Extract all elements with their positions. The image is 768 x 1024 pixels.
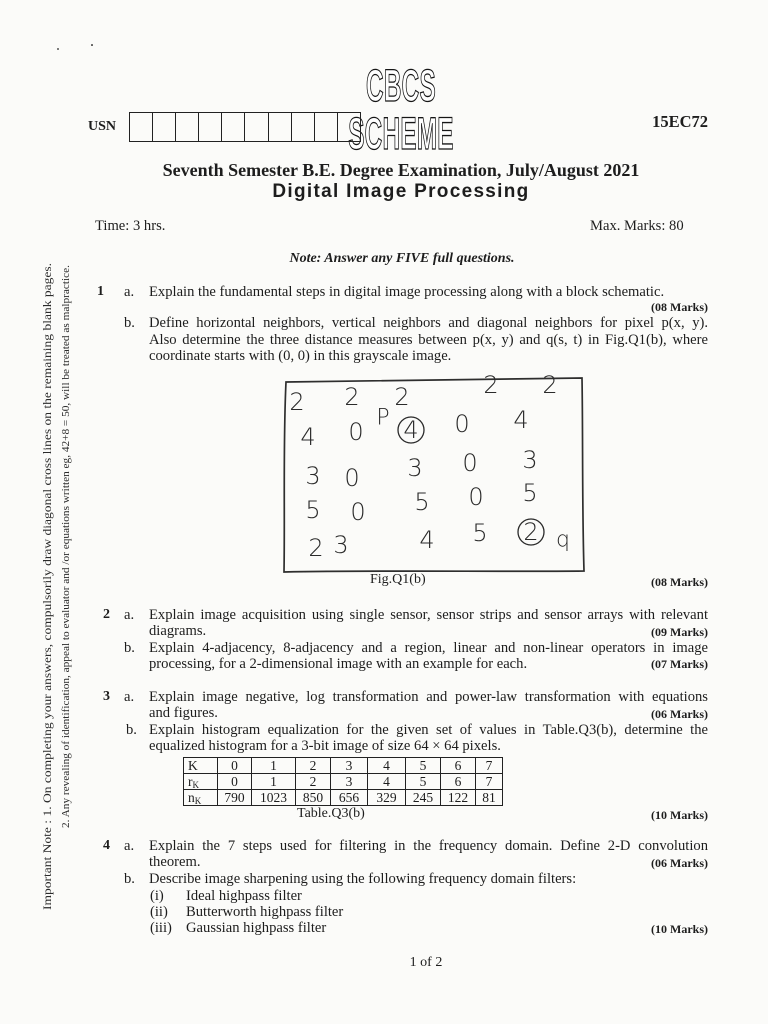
marks-label: (06 Marks) bbox=[651, 707, 708, 721]
figure-pixel-value: 5 bbox=[305, 496, 321, 524]
pixel-q-label: q bbox=[556, 527, 570, 553]
usn-label: USN bbox=[88, 119, 117, 134]
table-cell: 790 bbox=[218, 790, 252, 806]
sub-item-text: Ideal highpass filter bbox=[186, 888, 302, 904]
question-text: Also determine the three distance measures between p(x, y) and q(s, t) in Fig.Q1(b), where bbox=[149, 332, 708, 348]
figure-pixel-value: 0 bbox=[348, 418, 364, 446]
figure-pixel-value: 2 bbox=[483, 374, 499, 399]
table-cell: 329 bbox=[368, 790, 406, 806]
part-label: b. bbox=[124, 640, 135, 656]
marks-label: (10 Marks) bbox=[651, 808, 708, 822]
usn-box bbox=[338, 113, 360, 141]
table-caption: Table.Q3(b) bbox=[297, 806, 365, 821]
question-text: Describe image sharpening using the following frequency domain filters: bbox=[149, 871, 577, 887]
question-text: theorem. bbox=[149, 854, 201, 870]
figure-pixel-value: 3 bbox=[333, 531, 349, 559]
part-label: a. bbox=[124, 689, 135, 705]
question-text: Explain image negative, log transformation and power-law transformation with equations bbox=[149, 689, 708, 705]
part-label: a. bbox=[124, 284, 135, 300]
table-q3b-histogram bbox=[183, 757, 503, 806]
table-row bbox=[184, 758, 503, 774]
figure-pixel-value: 0 bbox=[462, 449, 478, 477]
row-label-subscript: K bbox=[192, 780, 199, 790]
question-text: diagrams. bbox=[149, 623, 207, 639]
usn-box bbox=[176, 113, 199, 141]
table-cell: 1 bbox=[252, 758, 296, 774]
table-cell: 0 bbox=[218, 774, 252, 790]
row-label: r bbox=[188, 774, 193, 789]
table-cell: 81 bbox=[476, 790, 503, 806]
question-text: and figures. bbox=[149, 705, 218, 721]
table-cell: 5 bbox=[406, 774, 441, 790]
question-number: 1 bbox=[97, 284, 104, 299]
part-label: b. bbox=[126, 722, 137, 738]
figure-caption: Fig.Q1(b) bbox=[370, 572, 426, 587]
figure-pixel-value: 2 bbox=[308, 534, 324, 562]
margin-important-note bbox=[34, 255, 78, 917]
exam-duration: Time: 3 hrs. bbox=[95, 218, 166, 234]
usn-box bbox=[292, 113, 315, 141]
table-cell: 5 bbox=[406, 758, 441, 774]
usn-box bbox=[153, 113, 176, 141]
table-row bbox=[184, 790, 503, 806]
part-label: b. bbox=[124, 871, 135, 887]
row-label-cell bbox=[184, 774, 218, 790]
scan-speck bbox=[91, 44, 93, 46]
table-cell: 2 bbox=[296, 774, 331, 790]
instructions-note: Note: Answer any FIVE full questions. bbox=[289, 251, 515, 266]
figure-pixel-value: 0 bbox=[468, 483, 484, 511]
figure-pixel-value: 4 bbox=[513, 406, 529, 434]
marks-label: (07 Marks) bbox=[651, 657, 708, 671]
figure-pixel-value: 5 bbox=[414, 488, 430, 516]
figure-pixel-value: 4 bbox=[419, 526, 435, 554]
question-text: Define horizontal neighbors, vertical neighbors and diagonal neighbors for pixel p(x, y). bbox=[149, 315, 708, 331]
usn-box bbox=[315, 113, 338, 141]
question-text: Explain image acquisition using single sensor, sensor strips and sensor arrays with relevant bbox=[149, 607, 708, 623]
table-cell: 245 bbox=[406, 790, 441, 806]
exam-title: Seventh Semester B.E. Degree Examination, July/August 2021 bbox=[162, 160, 640, 180]
part-label: b. bbox=[124, 315, 135, 331]
question-text: Explain the fundamental steps in digital image processing along with a block schematic. bbox=[149, 284, 665, 300]
table-cell: 7 bbox=[476, 758, 503, 774]
row-label-subscript: K bbox=[194, 796, 202, 806]
part-label: a. bbox=[124, 838, 135, 854]
table-row bbox=[184, 774, 503, 790]
question-text: Explain the 7 steps used for filtering in the frequency domain. Define 2-D convolution bbox=[149, 838, 708, 854]
scheme-stamp: CBCS SCHEME bbox=[348, 60, 454, 159]
usn-box bbox=[245, 113, 268, 141]
row-label-cell bbox=[184, 758, 218, 774]
sub-item-text: Butterworth highpass filter bbox=[186, 904, 344, 920]
row-label: K bbox=[188, 758, 198, 773]
question-text: coordinate starts with (0, 0) in this grayscale image. bbox=[149, 348, 452, 364]
sub-item-number: (i) bbox=[150, 888, 164, 904]
sub-item-number: (ii) bbox=[150, 904, 168, 920]
table-cell: 6 bbox=[441, 758, 476, 774]
usn-boxes bbox=[129, 112, 361, 142]
table-cell: 3 bbox=[331, 758, 368, 774]
table-cell: 6 bbox=[441, 774, 476, 790]
figure-pixel-value: 4 bbox=[300, 423, 316, 451]
figure-q1b-grayscale-grid bbox=[280, 374, 590, 576]
figure-pixel-value: 0 bbox=[454, 410, 470, 438]
figure-pixel-value: 0 bbox=[350, 498, 366, 526]
question-number: 3 bbox=[103, 689, 110, 704]
question-text: Explain histogram equalization for the given set of values in Table.Q3(b), determine the bbox=[149, 722, 708, 738]
marks-label: (06 Marks) bbox=[651, 856, 708, 870]
table-cell: 4 bbox=[368, 774, 406, 790]
question-text: processing, for a 2-dimensional image with an example for each. bbox=[149, 656, 528, 672]
figure-pixel-value: 2 bbox=[289, 388, 305, 416]
figure-pixel-value: 3 bbox=[407, 454, 423, 482]
table-cell: 1023 bbox=[252, 790, 296, 806]
figure-pixel-value: 3 bbox=[305, 462, 321, 490]
table-cell: 656 bbox=[331, 790, 368, 806]
figure-pixel-value: 4 bbox=[403, 416, 419, 444]
part-label: a. bbox=[124, 607, 135, 623]
max-marks: Max. Marks: 80 bbox=[590, 218, 684, 234]
marks-label: (09 Marks) bbox=[651, 625, 708, 639]
marks-label: (08 Marks) bbox=[651, 300, 708, 314]
table-cell: 850 bbox=[296, 790, 331, 806]
row-label-cell bbox=[184, 790, 218, 806]
subject-title: Digital Image Processing bbox=[272, 181, 530, 202]
pixel-p-label: P bbox=[376, 405, 390, 431]
figure-pixel-value: 2 bbox=[523, 518, 539, 546]
row-label: n bbox=[188, 790, 195, 805]
table-cell: 2 bbox=[296, 758, 331, 774]
table-cell: 7 bbox=[476, 774, 503, 790]
margin-note-line-2: 2. Any revealing of identification, appeal to evaluator and /or equations written eg, 42+8 = 50, will be treated as malpractice. bbox=[60, 278, 72, 828]
figure-pixel-value: 2 bbox=[394, 383, 410, 411]
sub-item-text: Gaussian highpass filter bbox=[186, 920, 327, 936]
course-code: 15EC72 bbox=[652, 112, 708, 131]
figure-pixel-value: 5 bbox=[472, 519, 488, 547]
table-cell: 3 bbox=[331, 774, 368, 790]
figure-pixel-value: 2 bbox=[344, 383, 360, 411]
usn-box bbox=[130, 113, 153, 141]
figure-pixel-value: 0 bbox=[344, 464, 360, 492]
question-text: equalized histogram for a 3-bit image of size 64 × 64 pixels. bbox=[149, 738, 501, 754]
table-cell: 0 bbox=[218, 758, 252, 774]
page-number: 1 of 2 bbox=[409, 955, 443, 970]
margin-note-line-1: Important Note : 1. On completing your answers, compulsorily draw diagonal cross lines on the remaining blank pages. bbox=[42, 359, 54, 910]
table-cell: 122 bbox=[441, 790, 476, 806]
sub-item-number: (iii) bbox=[150, 920, 172, 936]
usn-box bbox=[199, 113, 222, 141]
table-cell: 1 bbox=[252, 774, 296, 790]
scan-speck bbox=[57, 48, 59, 50]
marks-label: (08 Marks) bbox=[651, 575, 708, 589]
table-cell: 4 bbox=[368, 758, 406, 774]
figure-pixel-value: 3 bbox=[522, 446, 538, 474]
question-number: 4 bbox=[103, 838, 110, 853]
figure-pixel-value: 2 bbox=[542, 374, 558, 399]
marks-label: (10 Marks) bbox=[651, 922, 708, 936]
usn-box bbox=[222, 113, 245, 141]
question-text: Explain 4-adjacency, 8-adjacency and a region, linear and non-linear operators in image bbox=[149, 640, 708, 656]
question-number: 2 bbox=[103, 607, 110, 622]
usn-box bbox=[269, 113, 292, 141]
figure-pixel-value: 5 bbox=[522, 479, 538, 507]
table-body bbox=[184, 758, 503, 806]
